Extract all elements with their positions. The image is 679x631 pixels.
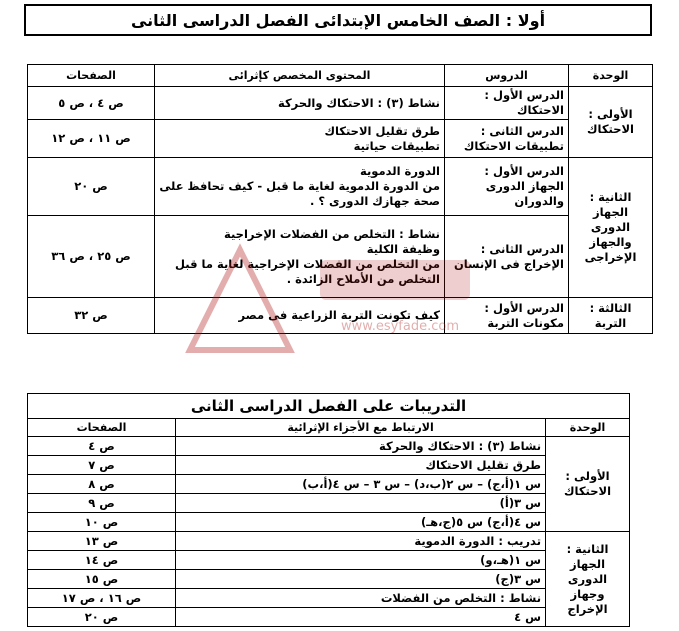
unit-cell: الأولى : الاحتكاك bbox=[569, 87, 653, 158]
page-title: أولا : الصف الخامس الإبتدائى الفصل الدراسى الثانى bbox=[24, 4, 652, 36]
pages-cell: ص ١١ ، ص ١٢ bbox=[28, 120, 155, 158]
link-cell: طرق تقليل الاحتكاك bbox=[176, 456, 546, 475]
content-cell: الدورة الدموية من الدورة الدموية لغاية ما قبل - كيف تحافظ على صحة جهازك الدورى ؟ . bbox=[155, 158, 445, 216]
pages-cell: ص ٢٠ bbox=[28, 608, 176, 627]
header-unit: الوحدة bbox=[569, 65, 653, 87]
table-row bbox=[28, 456, 630, 475]
unit-cell: الثانية : الجهاز الدورى وجهاز الإخراج bbox=[546, 532, 630, 627]
table-row bbox=[28, 216, 653, 298]
lesson-cell: الدرس الثانى : تطبيقات الاحتكاك bbox=[445, 120, 569, 158]
link-cell: س ٤ bbox=[176, 608, 546, 627]
header-pages: الصفحات bbox=[28, 65, 155, 87]
pages-cell: ص ٨ bbox=[28, 475, 176, 494]
pages-cell: ص ١٥ bbox=[28, 570, 176, 589]
watermark-url: www.esyfade.com bbox=[341, 319, 459, 334]
lesson-cell: الدرس الأول : الجهاز الدورى والدوران bbox=[445, 158, 569, 216]
pages-cell: ص ١٤ bbox=[28, 551, 176, 570]
link-cell: س ٣(ج) bbox=[176, 570, 546, 589]
pages-cell: ص ١٣ bbox=[28, 532, 176, 551]
content-cell: نشاط (٣) : الاحتكاك والحركة bbox=[155, 87, 445, 120]
unit-cell: الثالثة : التربة bbox=[569, 298, 653, 334]
table-row bbox=[28, 589, 630, 608]
link-cell: نشاط (٣) : الاحتكاك والحركة bbox=[176, 437, 546, 456]
table-row bbox=[28, 475, 630, 494]
content-cell: كيف تكونت التربة الزراعية فى مصر bbox=[155, 298, 445, 334]
pages-cell: ص ٧ bbox=[28, 456, 176, 475]
table-row bbox=[28, 158, 653, 216]
link-cell: س ٤(أ،ج) س ٥(ج،هـ) bbox=[176, 513, 546, 532]
header-lessons: الدروس bbox=[445, 65, 569, 87]
table-row bbox=[28, 120, 653, 158]
header-unit: الوحدة bbox=[546, 419, 630, 437]
content-cell: طرق تقليل الاحتكاك تطبيقات حياتية bbox=[155, 120, 445, 158]
table-row bbox=[28, 437, 630, 456]
pages-cell: ص ١٠ bbox=[28, 513, 176, 532]
exercises-title: التدريبات على الفصل الدراسى الثانى bbox=[28, 394, 630, 419]
pages-cell: ص ٣٢ bbox=[28, 298, 155, 334]
exercises-table bbox=[27, 393, 630, 627]
link-cell: تدريب : الدورة الدموية bbox=[176, 532, 546, 551]
pages-cell: ص ٢٥ ، ص ٣٦ bbox=[28, 216, 155, 298]
table-row bbox=[28, 551, 630, 570]
link-cell: س ١(أ،ج) – س ٢(ب،د) – س ٣ – س ٤(أ،ب) bbox=[176, 475, 546, 494]
lesson-cell: الدرس الأول : مكونات التربة bbox=[445, 298, 569, 334]
link-cell: نشاط : التخلص من الفضلات bbox=[176, 589, 546, 608]
table-row bbox=[28, 570, 630, 589]
unit-cell: الأولى : الاحتكاك bbox=[546, 437, 630, 532]
pages-cell: ص ٢٠ bbox=[28, 158, 155, 216]
pages-cell: ص ٩ bbox=[28, 494, 176, 513]
content-cell: نشاط : التخلص من الفضلات الإخراجية وظيفة الكلية من التخلص من الفضلات الإخراجية لغاية ما قبل التخلص من الأملاح الزائدة . bbox=[155, 216, 445, 298]
enrichment-table bbox=[27, 64, 653, 334]
header-pages: الصفحات bbox=[28, 419, 176, 437]
pages-cell: ص ١٦ ، ص ١٧ bbox=[28, 589, 176, 608]
lesson-cell: الدرس الأول : الاحتكاك bbox=[445, 87, 569, 120]
lesson-cell: الدرس الثانى : الإخراج فى الإنسان bbox=[445, 216, 569, 298]
link-cell: س ٣(أ) bbox=[176, 494, 546, 513]
header-content: المحتوى المخصص كإثرائى bbox=[155, 65, 445, 87]
table-row bbox=[28, 494, 630, 513]
table-row bbox=[28, 608, 630, 627]
table-row bbox=[28, 532, 630, 551]
unit-cell: الثانية : الجهاز الدورى والجهاز الإخراجى bbox=[569, 158, 653, 298]
link-cell: س ١(هـ،و) bbox=[176, 551, 546, 570]
table-row bbox=[28, 513, 630, 532]
table-row bbox=[28, 87, 653, 120]
pages-cell: ص ٤ bbox=[28, 437, 176, 456]
pages-cell: ص ٤ ، ص ٥ bbox=[28, 87, 155, 120]
header-link: الارتباط مع الأجزاء الإثرائية bbox=[176, 419, 546, 437]
table-row bbox=[28, 298, 653, 334]
